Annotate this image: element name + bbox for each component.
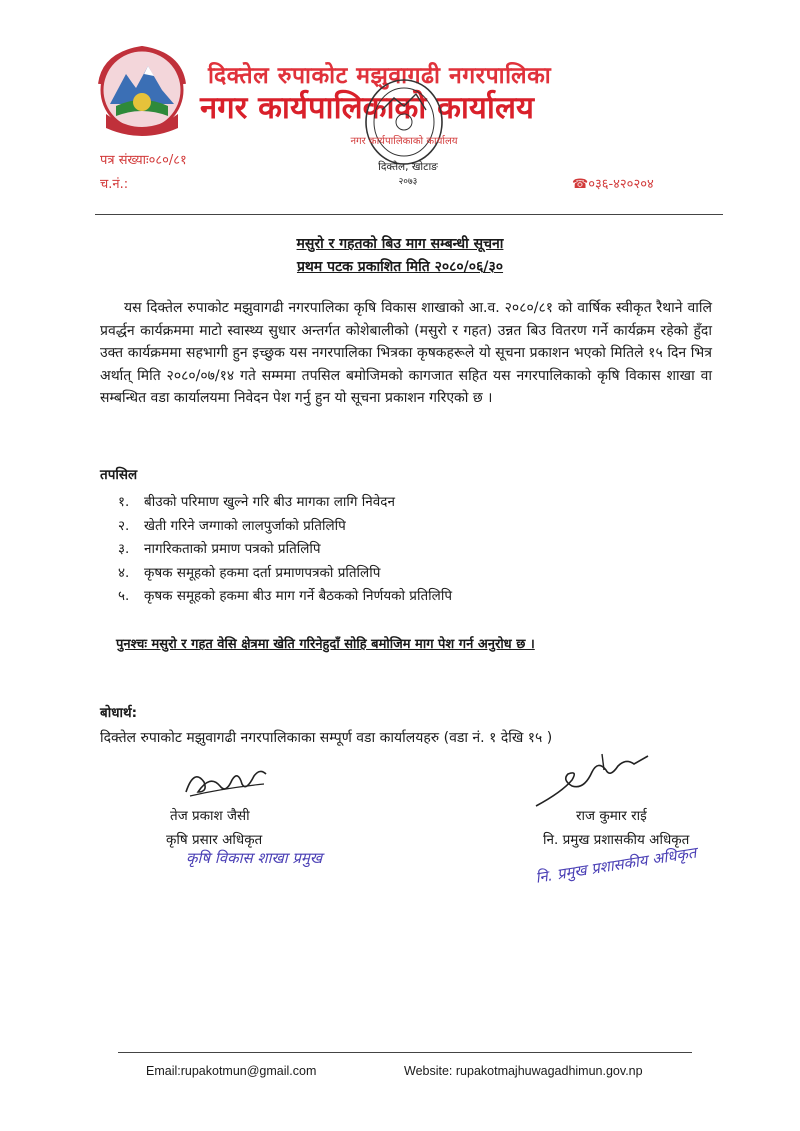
right-signatory-stamp: नि. प्रमुख प्रशासकीय अधिकृत xyxy=(534,843,698,887)
org-name-line2: नगर कार्यपालिकाको कार्यालय xyxy=(200,90,534,126)
right-signatory-name: राज कुमार राई xyxy=(576,808,647,824)
letter-number: पत्र संख्याः०८०/८१ xyxy=(100,153,187,168)
cc-text: दिक्तेल रुपाकोट मझुवागढी नगरपालिकाका सम्पूर्ण वडा कार्यालयहरु (वडा नं. १ देखि १५ ) xyxy=(100,730,553,746)
document-list xyxy=(118,492,452,610)
list-item: २. खेती गरिने जग्गाको लालपुर्जाको प्रतिलिपि xyxy=(118,517,346,534)
left-signatory-name: तेज प्रकाश जैसी xyxy=(170,808,250,824)
org-name-line1: दिक्तेल रुपाकोट मझुवागढी नगरपालिका xyxy=(208,63,552,89)
footer-website: Website: rupakotmajhuwagadhimun.gov.np xyxy=(404,1064,643,1078)
list-item: १. बीउको परिमाण खुल्ने गरि बीउ मागका लागि निवेदन xyxy=(118,494,395,510)
dispatch-number: च.नं.: xyxy=(100,177,129,192)
list-item: ४. कृषक समूहको हकमा दर्ता प्रमाणपत्रको प्रतिलिपि xyxy=(118,564,381,581)
list-item: ५. कृषक समूहको हकमा बीउ माग गर्ने बैठकको निर्णयको प्रतिलिपि xyxy=(118,588,452,605)
notice-body: यस दिक्तेल रुपाकोट मझुवागढी नगरपालिका कृषि विकास शाखाको आ.व. २०८०/८१ को वार्षिक स्वीकृत रैथाने वालि प्रवर्द्धन कार्यक्रममा माटो स्वास्थ्य सुधार अन्तर्गत कोशेबालीको (मसुरो र गहत) उन्नत बिउ वितरण गर्ने कार्यक्रम रहेको हुँदा उक्त कार्यक्रममा सहभागी हुन इच्छुक यस नगरपालिका भित्रका कृषकहरूले यो सूचना प्रकाशन भएको मितिले १५ दिन भित्र अर्थात् मिति २०८०/०७/१४ गते सम्ममा तपसिल बमोजिमको कागजात सहित यस नगरपालिकाको कृषि विकास शाखा वा सम्बन्धित वडा कार्यालयमा निवेदन पेश गर्नु हुन यो सूचना प्रकाशन गरिएको छ । xyxy=(100,300,712,407)
footer-email: Email:rupakotmun@gmail.com xyxy=(146,1064,317,1078)
seal-year: २०७३ xyxy=(398,177,418,187)
nepal-emblem-logo xyxy=(96,44,188,140)
seal-place: दिक्तेल, खोटाङ xyxy=(378,161,438,173)
left-signatory-title: कृषि प्रसार अधिकृत xyxy=(166,832,263,848)
notice-title: मसुरो र गहतको बिउ माग सम्बन्धी सूचना xyxy=(296,236,504,252)
postscript-note: पुनश्चः मसुरो र गहत वेसि क्षेत्रमा खेति गरिनेहुदाँ सोहि बमोजिम माग पेश गर्न अनुरोध छ । xyxy=(116,637,535,652)
list-heading: तपसिल xyxy=(100,467,138,483)
left-signature xyxy=(180,762,270,802)
right-signature xyxy=(532,752,652,812)
footer-divider xyxy=(118,1052,692,1053)
left-signatory-stamp: कृषि विकास शाखा प्रमुख xyxy=(186,849,323,867)
list-item: ३. नागरिकताको प्रमाण पत्रको प्रतिलिपि xyxy=(118,541,321,558)
seal-text: नगर कार्यपालिकाको कार्यालय xyxy=(350,136,458,147)
cc-heading: बोधार्थ: xyxy=(100,705,138,721)
phone-number: ☎०३६-४२०२०४ xyxy=(572,177,654,192)
header-divider xyxy=(95,214,723,215)
right-signatory-title: नि. प्रमुख प्रशासकीय अधिकृत xyxy=(543,832,690,848)
publish-date: प्रथम पटक प्रकाशित मिति २०८०/०६/३० xyxy=(296,259,504,275)
office-round-seal xyxy=(334,70,474,188)
